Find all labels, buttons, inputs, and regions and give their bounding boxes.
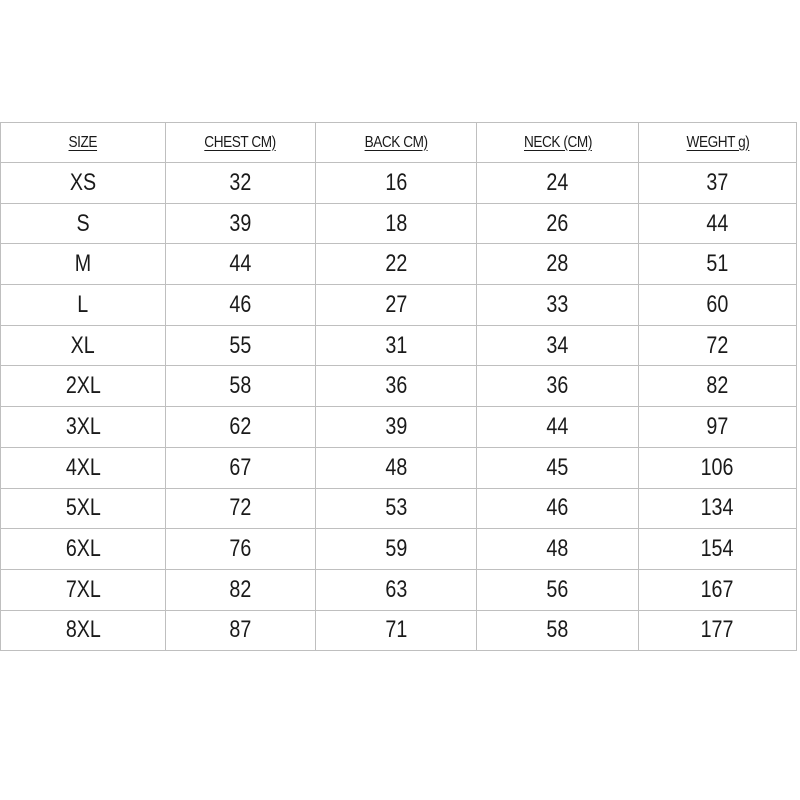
cell-chest — [166, 244, 316, 285]
header-size — [1, 123, 166, 163]
table-row — [1, 366, 797, 407]
cell-size-value: 7XL — [65, 575, 101, 603]
header-neck — [477, 123, 639, 163]
cell-weight — [639, 285, 797, 326]
cell-size-value: 6XL — [65, 535, 101, 563]
cell-neck-value: 58 — [546, 616, 569, 644]
cell-size-value: 5XL — [65, 494, 101, 522]
cell-weight — [639, 447, 797, 488]
cell-neck — [477, 163, 639, 204]
cell-back — [316, 569, 477, 610]
cell-back — [316, 366, 477, 407]
header-neck-label: NECK (CM) — [523, 133, 592, 151]
cell-neck-value: 48 — [546, 535, 569, 563]
cell-neck-value: 46 — [546, 494, 569, 522]
cell-size — [1, 325, 166, 366]
cell-back — [316, 285, 477, 326]
cell-chest — [166, 407, 316, 448]
cell-weight-value: 167 — [701, 575, 734, 603]
table-row — [1, 407, 797, 448]
cell-back — [316, 203, 477, 244]
cell-neck — [477, 366, 639, 407]
table-row — [1, 244, 797, 285]
cell-size — [1, 569, 166, 610]
cell-back-value: 63 — [385, 575, 407, 603]
cell-neck — [477, 610, 639, 651]
cell-size — [1, 447, 166, 488]
cell-back-value: 59 — [385, 535, 407, 563]
table-row — [1, 163, 797, 204]
cell-neck — [477, 529, 639, 570]
cell-chest-value: 39 — [229, 209, 252, 237]
cell-chest-value: 55 — [229, 331, 252, 359]
cell-weight-value: 177 — [701, 616, 734, 644]
cell-neck-value: 45 — [546, 453, 569, 481]
cell-back-value: 18 — [385, 209, 407, 237]
cell-chest — [166, 325, 316, 366]
table-row — [1, 610, 797, 651]
cell-back — [316, 610, 477, 651]
cell-back-value: 16 — [385, 168, 407, 196]
cell-weight — [639, 244, 797, 285]
cell-back — [316, 163, 477, 204]
cell-size-value: 3XL — [65, 412, 101, 440]
cell-neck — [477, 569, 639, 610]
cell-weight — [639, 529, 797, 570]
table-row — [1, 447, 797, 488]
cell-weight — [639, 203, 797, 244]
cell-back — [316, 529, 477, 570]
cell-chest-value: 82 — [229, 575, 252, 603]
cell-size-value: M — [74, 250, 92, 278]
cell-size — [1, 488, 166, 529]
cell-size-value: 4XL — [65, 453, 101, 481]
header-back — [316, 123, 477, 163]
cell-weight-value: 82 — [706, 372, 729, 400]
cell-weight — [639, 163, 797, 204]
cell-chest — [166, 366, 316, 407]
table-body — [1, 163, 797, 651]
header-back-label: BACK CM) — [364, 133, 428, 151]
cell-back-value: 22 — [385, 250, 407, 278]
header-chest-label: CHEST CM) — [204, 133, 277, 151]
cell-chest — [166, 203, 316, 244]
cell-weight — [639, 488, 797, 529]
cell-chest — [166, 285, 316, 326]
cell-size — [1, 203, 166, 244]
table-row — [1, 325, 797, 366]
cell-neck-value: 34 — [546, 331, 569, 359]
cell-weight-value: 44 — [706, 209, 729, 237]
header-size-label: SIZE — [68, 133, 98, 151]
header-weight-label: WEGHT g) — [686, 133, 749, 151]
cell-size-value: L — [77, 290, 89, 318]
cell-chest — [166, 163, 316, 204]
cell-neck-value: 36 — [546, 372, 569, 400]
cell-size — [1, 407, 166, 448]
cell-chest-value: 87 — [229, 616, 252, 644]
cell-back — [316, 325, 477, 366]
cell-back — [316, 488, 477, 529]
cell-neck — [477, 325, 639, 366]
cell-weight-value: 37 — [706, 168, 729, 196]
cell-back-value: 48 — [385, 453, 407, 481]
cell-back-value: 27 — [385, 290, 407, 318]
cell-weight-value: 72 — [706, 331, 729, 359]
cell-size-value: XS — [69, 168, 97, 196]
table-row — [1, 569, 797, 610]
cell-neck — [477, 407, 639, 448]
cell-chest — [166, 529, 316, 570]
table-row — [1, 203, 797, 244]
cell-size-value: 2XL — [65, 372, 101, 400]
cell-chest — [166, 610, 316, 651]
cell-back — [316, 407, 477, 448]
cell-chest-value: 46 — [229, 290, 252, 318]
cell-back — [316, 447, 477, 488]
cell-size-value: XL — [70, 331, 96, 359]
cell-neck-value: 24 — [546, 168, 569, 196]
cell-size — [1, 366, 166, 407]
cell-chest-value: 72 — [229, 494, 252, 522]
cell-back-value: 53 — [385, 494, 407, 522]
cell-chest-value: 76 — [229, 535, 252, 563]
cell-chest — [166, 569, 316, 610]
table-row — [1, 529, 797, 570]
cell-size-value: 8XL — [65, 616, 101, 644]
cell-chest-value: 44 — [229, 250, 252, 278]
cell-chest — [166, 488, 316, 529]
cell-chest-value: 67 — [229, 453, 252, 481]
cell-weight — [639, 407, 797, 448]
cell-neck — [477, 244, 639, 285]
cell-weight — [639, 325, 797, 366]
cell-size-value: S — [76, 209, 90, 237]
cell-chest — [166, 447, 316, 488]
cell-back-value: 36 — [385, 372, 407, 400]
cell-weight-value: 154 — [701, 535, 734, 563]
cell-back-value: 39 — [385, 412, 407, 440]
table-header-row — [1, 123, 797, 163]
cell-neck — [477, 203, 639, 244]
table-row — [1, 488, 797, 529]
cell-neck — [477, 447, 639, 488]
cell-neck-value: 44 — [546, 412, 569, 440]
cell-neck — [477, 285, 639, 326]
cell-chest-value: 58 — [229, 372, 252, 400]
cell-neck-value: 33 — [546, 290, 569, 318]
cell-size — [1, 163, 166, 204]
cell-weight — [639, 569, 797, 610]
cell-size — [1, 285, 166, 326]
cell-weight — [639, 610, 797, 651]
size-chart-table — [0, 122, 797, 651]
cell-weight-value: 97 — [706, 412, 729, 440]
cell-back-value: 31 — [385, 331, 407, 359]
cell-weight-value: 106 — [701, 453, 734, 481]
cell-weight-value: 134 — [701, 494, 734, 522]
cell-weight-value: 51 — [706, 250, 729, 278]
cell-neck-value: 28 — [546, 250, 569, 278]
cell-chest-value: 32 — [229, 168, 252, 196]
cell-back — [316, 244, 477, 285]
header-chest — [166, 123, 316, 163]
cell-size — [1, 244, 166, 285]
cell-neck-value: 56 — [546, 575, 569, 603]
cell-weight — [639, 366, 797, 407]
cell-neck-value: 26 — [546, 209, 569, 237]
table-row — [1, 285, 797, 326]
cell-back-value: 71 — [385, 616, 407, 644]
header-weight — [639, 123, 797, 163]
cell-size — [1, 610, 166, 651]
cell-chest-value: 62 — [229, 412, 252, 440]
cell-neck — [477, 488, 639, 529]
cell-weight-value: 60 — [706, 290, 729, 318]
cell-size — [1, 529, 166, 570]
